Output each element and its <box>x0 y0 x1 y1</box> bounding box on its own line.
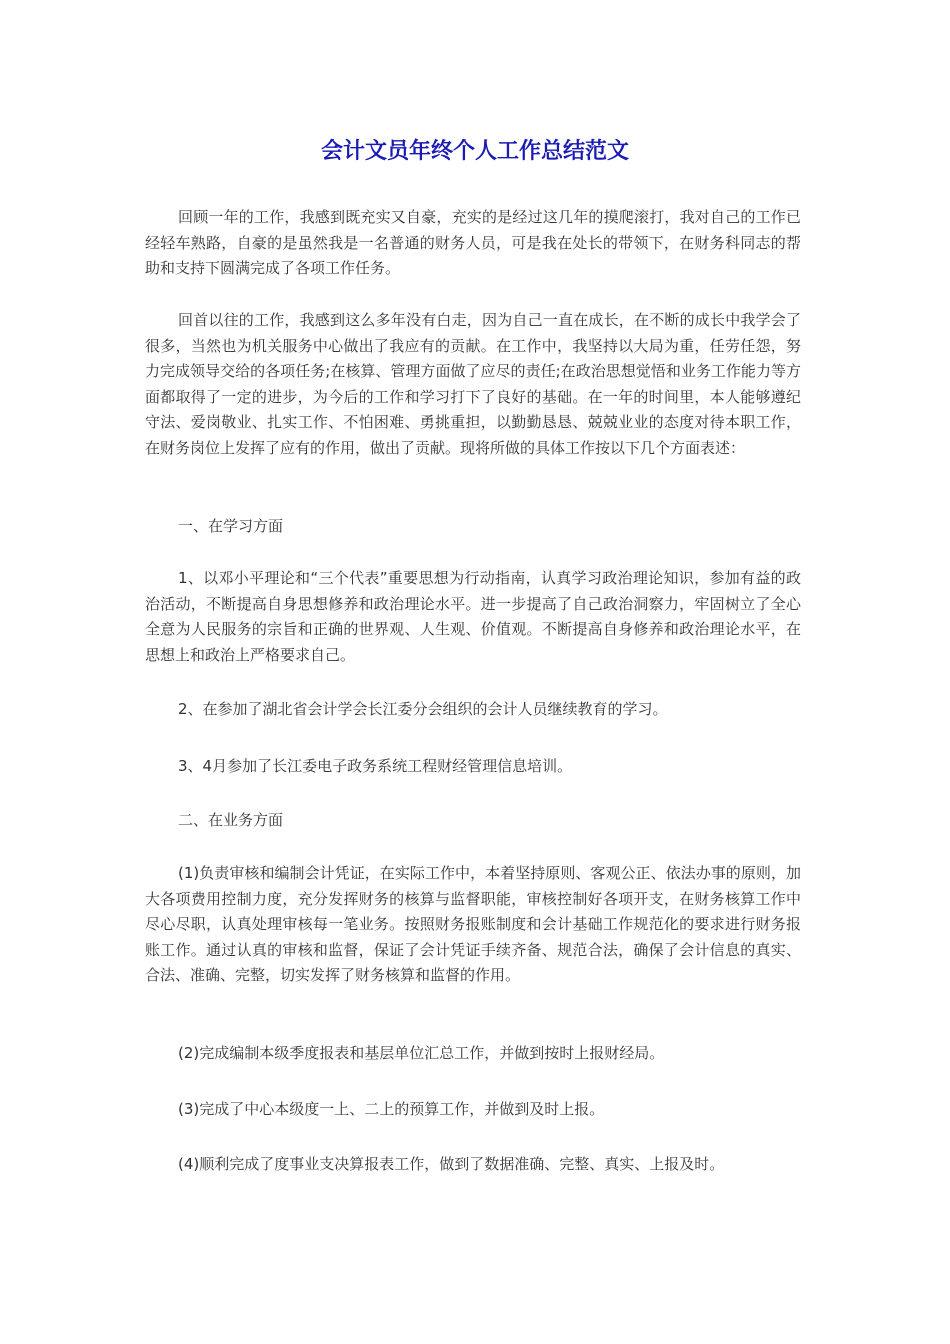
section-heading-study: 一、在学习方面 <box>178 517 284 535</box>
paragraph-business-3: (3)完成了中心本级度一上、二上的预算工作，并做到及时上报。 <box>178 1100 605 1118</box>
paragraph-review: 回顾一年的工作，我感到既充实又自豪，充实的是经过这几年的摸爬滚打，我对自己的工作已经轻车熟路，自豪的是虽然我是一名普通的财务人员，可是我在处长的带领下，在财务科同志的帮助和支持下圆满完成了各项工作任务。 <box>145 208 801 277</box>
paragraph-retrospect: 回首以往的工作，我感到这么多年没有白走，因为自己一直在成长，在不断的成长中我学会了很多，当然也为机关服务中心做出了我应有的贡献。在工作中，我坚持以大局为重，任劳任怨，努力完成领导交给的各项任务;在核算、管理方面做了应尽的责任;在政治思想觉悟和业务工作能力等方面都取得了一定的进步，为今后的工作和学习打下了良好的基础。在一年的时间里，本人能够遵纪守法、爱岗敬业、扎实工作、不怕困难、勇挑重担，以勤勤恳恳、兢兢业业的态度对待本职工作，在财务岗位上发挥了应有的作用，做出了贡献。现将所做的具体工作按以下几个方面表述： <box>145 311 801 457</box>
paragraph-study-1: 1、以邓小平理论和“三个代表”重要思想为行动指南，认真学习政治理论知识，参加有益的政治活动，不断提高自身思想修养和政治理论水平。进一步提高了自己政治洞察力，牢固树立了全心全意为人民服务的宗旨和正确的世界观、人生观、价值观。不断提高自身修养和政治理论水平，在思想上和政治上严格要求自己。 <box>145 569 801 664</box>
paragraph-study-2: 2、在参加了湖北省会计学会长江委分会组织的会计人员继续教育的学习。 <box>178 700 668 718</box>
paragraph-business-4: (4)顺利完成了度事业支决算报表工作，做到了数据准确、完整、真实、上报及时。 <box>178 1155 725 1173</box>
paragraph-business-1: (1)负责审核和编制会计凭证，在实际工作中，本着坚持原则、客观公正、依法办事的原则，加大各项费用控制力度，充分发挥财务的核算与监督职能，审核控制好各项开支，在财务核算工作中尽心尽职，认真处理审核每一笔业务。按照财务报账制度和会计基础工作规范化的要求进行财务报账工作。通过认真的审核和监督，保证了会计凭证手续齐备、规范合法，确保了会计信息的真实、合法、准确、完整，切实发挥了财务核算和监督的作用。 <box>145 864 801 984</box>
paragraph-business-2: (2)完成编制本级季度报表和基层单位汇总工作，并做到按时上报财经局。 <box>178 1044 665 1062</box>
section-heading-business: 二、在业务方面 <box>178 811 284 829</box>
paragraph-study-3: 3、4月参加了长江委电子政务系统工程财经管理信息培训。 <box>178 757 573 775</box>
document-title: 会计文员年终个人工作总结范文 <box>320 139 629 164</box>
